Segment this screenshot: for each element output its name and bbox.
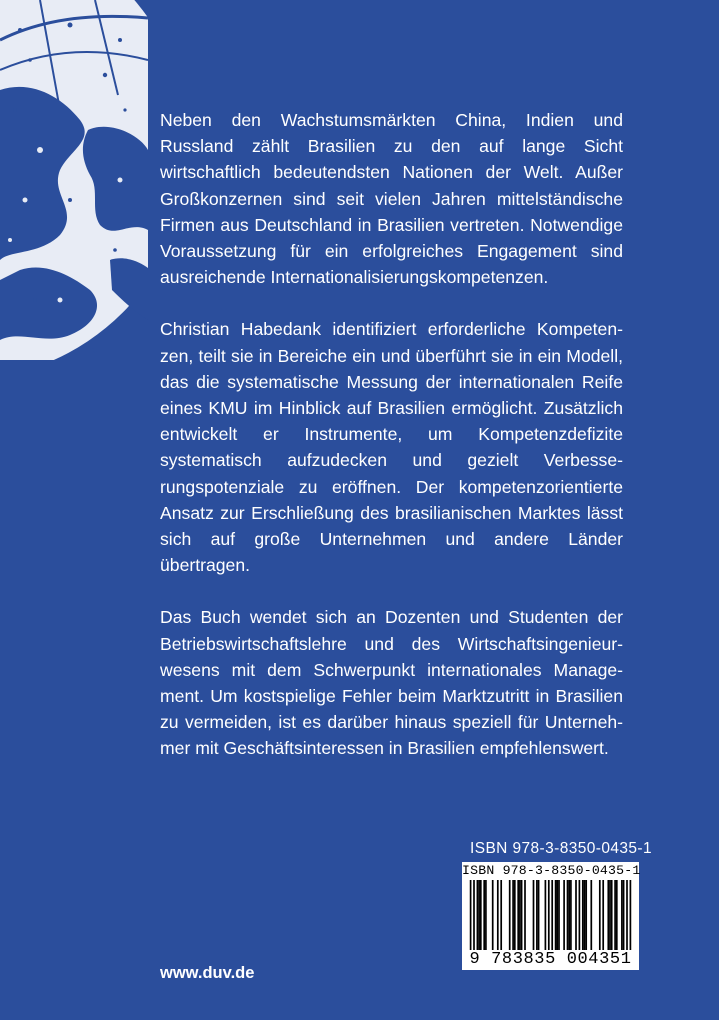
barcode-bar	[477, 880, 479, 952]
barcode-bar	[470, 880, 472, 952]
barcode-bar	[512, 880, 514, 952]
blurb-paragraph-3: Das Buch wendet sich an Dozenten und Studenten der Betriebswirtschaftslehre und des Wirtschaftsingenieurwesens mit dem Schwerpunkt internationales Management. Um kostspielige Fehler beim Marktzutritt in Brasilien zu vermeiden, ist es darüber hinaus speziell für Unternehmer mit Geschäftsinteressen in Brasilien empfehlenswert.	[160, 607, 623, 759]
barcode-bar	[514, 880, 516, 952]
barcode-bar	[584, 880, 586, 952]
barcode-bar	[607, 880, 609, 952]
publisher-url: www.duv.de	[160, 964, 255, 982]
barcode-bar	[533, 880, 535, 952]
barcode-bar	[609, 880, 611, 952]
barcode-bar	[582, 880, 584, 952]
barcode-bar	[500, 880, 502, 952]
barcode-bars	[462, 880, 639, 952]
barcode-isbn-text: ISBN 978-3-8350-0435-1	[462, 863, 641, 878]
barcode-bar	[551, 880, 553, 952]
globe-illustration	[0, 0, 148, 360]
barcode-bar	[590, 880, 592, 952]
barcode-bar	[630, 880, 632, 952]
barcode-bar	[545, 880, 547, 952]
barcode-bar	[563, 880, 565, 952]
barcode-digits: 9 783835 004351	[462, 950, 639, 969]
barcode-bar	[602, 880, 604, 952]
isbn-label: ISBN 978-3-8350-0435-1	[470, 840, 652, 857]
barcode-bar	[509, 880, 511, 952]
barcode-bar	[473, 880, 475, 952]
blurb-paragraph-1: Neben den Wachstumsmärkten China, Indien und Russland zählt Brasilien zu den auf lange Sicht wirtschaftlich bedeutendsten Nationen der Welt. Außer Großkonzernen sind seit vielen Jahren mittelständische Firmen aus Deutschland in Brasilien vertreten. Notwendige Voraussetzung für ein erfolgreiches Engagement sind ausreichende Internationalisierungskompetenzen.	[160, 110, 623, 288]
barcode-bar	[517, 880, 519, 952]
barcode-bar	[478, 880, 480, 952]
barcode-bar	[614, 880, 616, 952]
barcode-bar	[599, 880, 601, 952]
barcode-bar	[611, 880, 613, 952]
isbn-barcode	[462, 862, 639, 970]
barcode-bar	[536, 880, 538, 952]
barcode-bar	[548, 880, 550, 952]
barcode-bar	[480, 880, 482, 952]
barcode-bar	[521, 880, 523, 952]
barcode-bar	[575, 880, 577, 952]
barcode-bar	[579, 880, 581, 952]
barcode-bar	[616, 880, 618, 952]
barcode-bar	[555, 880, 557, 952]
back-cover-blurb	[160, 107, 623, 788]
barcode-bar	[623, 880, 625, 952]
barcode-bar	[519, 880, 521, 952]
barcode-bar	[568, 880, 570, 952]
barcode-bar	[570, 880, 572, 952]
barcode-bar	[585, 880, 587, 952]
barcode-bar	[567, 880, 569, 952]
barcode-bar	[524, 880, 526, 952]
barcode-bar	[492, 880, 494, 952]
barcode-bar	[556, 880, 558, 952]
barcode-bar	[497, 880, 499, 952]
barcode-bar	[621, 880, 623, 952]
barcode-bar	[483, 880, 485, 952]
barcode-bar	[538, 880, 540, 952]
barcode-bar	[626, 880, 628, 952]
barcode-bar	[485, 880, 487, 952]
barcode-bar	[558, 880, 560, 952]
blurb-paragraph-2: Christian Habedank identifiziert erforderliche Kompetenzen, teilt sie in Bereiche ein und überführt sie in ein Modell, das die systematische Messung der internationalen Reife eines KMU im Hinblick auf Brasilien ermöglicht. Zusätzlich entwickelt er Instrumente, um Kompetenzdefizite systematisch aufzudecken und gezielt Verbesserungspotenziale zu eröffnen. Der kompetenzorientierte Ansatz zur Erschließung des brasilianischen Marktes lässt sich auf große Unternehmen und andere Länder übertragen.	[160, 319, 623, 576]
